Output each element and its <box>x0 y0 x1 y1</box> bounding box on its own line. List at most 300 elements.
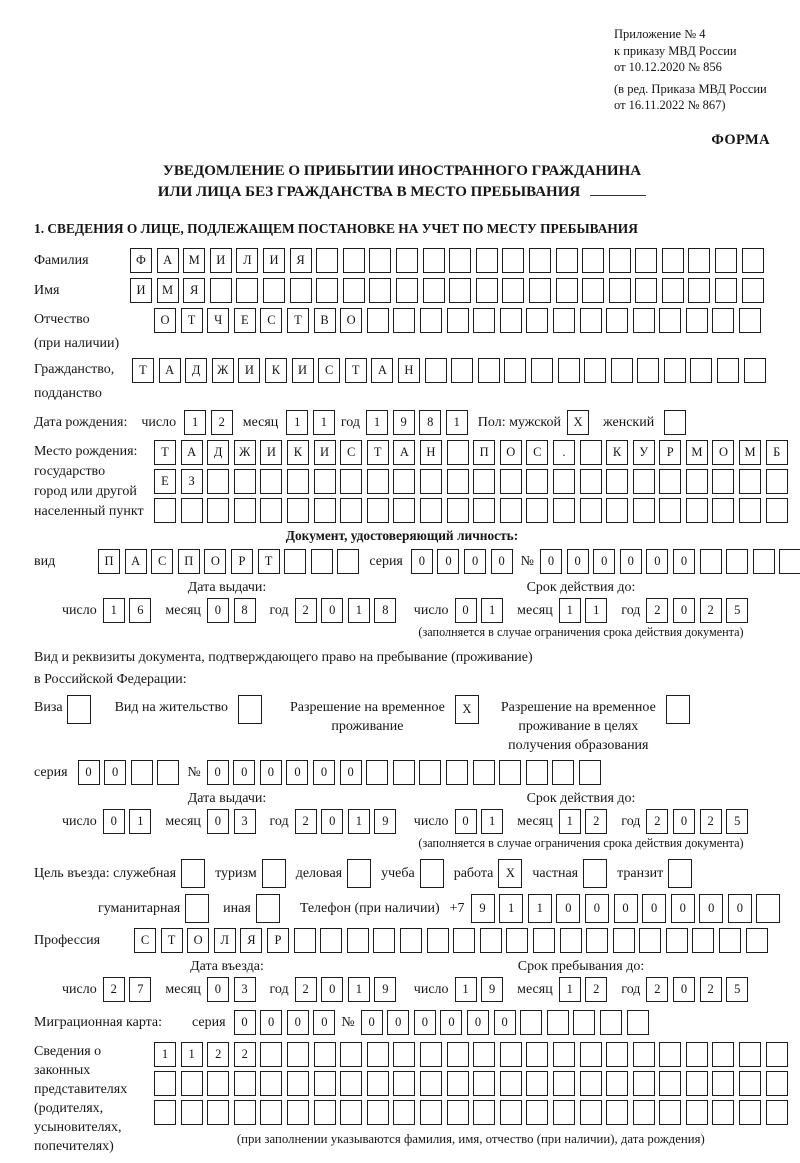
char-box[interactable] <box>742 278 764 303</box>
char-box[interactable] <box>742 248 764 273</box>
char-box[interactable]: 8 <box>419 410 441 435</box>
char-box[interactable] <box>502 278 524 303</box>
char-box[interactable] <box>314 498 336 523</box>
char-box[interactable]: 1 <box>528 894 552 923</box>
char-box[interactable]: 0 <box>387 1010 409 1035</box>
char-box[interactable] <box>712 1100 734 1125</box>
char-box[interactable]: И <box>292 358 314 383</box>
char-box[interactable] <box>478 358 500 383</box>
char-box[interactable]: Я <box>183 278 205 303</box>
char-box[interactable]: 2 <box>207 1042 229 1067</box>
char-box[interactable]: 1 <box>348 977 370 1002</box>
char-box[interactable] <box>744 358 766 383</box>
char-box[interactable] <box>181 1100 203 1125</box>
char-box[interactable] <box>500 1071 522 1096</box>
char-box[interactable] <box>779 549 800 574</box>
char-box[interactable]: 0 <box>455 598 477 623</box>
char-box[interactable] <box>393 760 415 785</box>
char-box[interactable] <box>739 1100 761 1125</box>
char-box[interactable] <box>287 498 309 523</box>
char-box[interactable]: К <box>606 440 628 465</box>
char-box[interactable] <box>712 1042 734 1067</box>
char-box[interactable]: О <box>204 549 226 574</box>
char-box[interactable] <box>473 498 495 523</box>
char-box[interactable] <box>473 308 495 333</box>
char-box[interactable] <box>582 248 604 273</box>
char-box[interactable] <box>739 498 761 523</box>
char-box[interactable]: 9 <box>471 894 495 923</box>
char-box[interactable]: 0 <box>321 598 343 623</box>
char-box[interactable] <box>207 469 229 494</box>
char-box[interactable] <box>447 308 469 333</box>
char-box[interactable]: 0 <box>593 549 615 574</box>
char-box[interactable] <box>662 278 684 303</box>
char-box[interactable] <box>340 469 362 494</box>
char-box[interactable]: 2 <box>295 809 317 834</box>
char-box[interactable] <box>423 248 445 273</box>
char-box[interactable]: 0 <box>234 1010 256 1035</box>
char-box[interactable] <box>311 549 333 574</box>
char-box[interactable]: 9 <box>393 410 415 435</box>
char-box[interactable] <box>207 1071 229 1096</box>
char-box[interactable] <box>287 469 309 494</box>
char-box[interactable] <box>580 1100 602 1125</box>
char-box[interactable] <box>659 1100 681 1125</box>
char-box[interactable] <box>154 1100 176 1125</box>
char-box[interactable] <box>500 1100 522 1125</box>
char-box[interactable] <box>320 928 342 953</box>
char-box[interactable] <box>712 308 734 333</box>
char-box[interactable]: П <box>178 549 200 574</box>
char-box[interactable] <box>500 1042 522 1067</box>
char-box[interactable] <box>400 928 422 953</box>
char-box[interactable]: Т <box>258 549 280 574</box>
char-box[interactable]: Т <box>287 308 309 333</box>
char-box[interactable] <box>314 1042 336 1067</box>
char-box[interactable]: 0 <box>620 549 642 574</box>
char-box[interactable] <box>609 278 631 303</box>
char-box[interactable] <box>290 278 312 303</box>
char-box[interactable] <box>294 928 316 953</box>
char-box[interactable] <box>556 248 578 273</box>
char-box[interactable]: Т <box>154 440 176 465</box>
char-box[interactable]: 0 <box>491 549 513 574</box>
char-box[interactable]: К <box>265 358 287 383</box>
char-box[interactable] <box>154 1071 176 1096</box>
char-box[interactable] <box>579 760 601 785</box>
char-box[interactable] <box>449 248 471 273</box>
char-box[interactable] <box>287 1071 309 1096</box>
char-box[interactable] <box>529 248 551 273</box>
char-box[interactable] <box>659 308 681 333</box>
char-box[interactable]: 2 <box>646 598 668 623</box>
char-box[interactable]: 2 <box>585 977 607 1002</box>
char-box[interactable]: М <box>157 278 179 303</box>
char-box[interactable] <box>476 248 498 273</box>
char-box[interactable]: И <box>263 248 285 273</box>
char-box[interactable]: 3 <box>234 977 256 1002</box>
char-box[interactable] <box>739 469 761 494</box>
char-box[interactable] <box>181 1071 203 1096</box>
char-box[interactable] <box>633 1100 655 1125</box>
char-box[interactable]: 1 <box>455 977 477 1002</box>
char-box[interactable]: Т <box>181 308 203 333</box>
char-box[interactable]: 1 <box>446 410 468 435</box>
char-box[interactable] <box>449 278 471 303</box>
char-box[interactable]: 0 <box>207 760 229 785</box>
char-box[interactable] <box>369 278 391 303</box>
char-box[interactable] <box>393 469 415 494</box>
char-box[interactable]: Л <box>214 928 236 953</box>
char-box[interactable] <box>420 1042 442 1067</box>
char-box[interactable] <box>157 760 179 785</box>
char-box[interactable]: О <box>500 440 522 465</box>
char-box[interactable] <box>583 859 607 888</box>
char-box[interactable] <box>393 498 415 523</box>
char-box[interactable]: 0 <box>78 760 100 785</box>
char-box[interactable] <box>500 498 522 523</box>
char-box[interactable] <box>580 469 602 494</box>
char-box[interactable] <box>393 1042 415 1067</box>
char-box[interactable] <box>573 1010 595 1035</box>
char-box[interactable] <box>340 1042 362 1067</box>
char-box[interactable] <box>419 760 441 785</box>
char-box[interactable] <box>447 440 469 465</box>
char-box[interactable]: Н <box>398 358 420 383</box>
char-box[interactable] <box>506 928 528 953</box>
char-box[interactable]: 0 <box>207 977 229 1002</box>
char-box[interactable]: 0 <box>673 598 695 623</box>
char-box[interactable] <box>686 308 708 333</box>
char-box[interactable]: 0 <box>642 894 666 923</box>
char-box[interactable] <box>181 859 205 888</box>
char-box[interactable] <box>427 928 449 953</box>
char-box[interactable]: 0 <box>414 1010 436 1035</box>
char-box[interactable]: А <box>125 549 147 574</box>
char-box[interactable]: 9 <box>374 809 396 834</box>
char-box[interactable]: 1 <box>184 410 206 435</box>
char-box[interactable] <box>553 308 575 333</box>
char-box[interactable] <box>606 498 628 523</box>
char-box[interactable]: И <box>130 278 152 303</box>
char-box[interactable]: О <box>154 308 176 333</box>
char-box[interactable] <box>639 928 661 953</box>
char-box[interactable] <box>447 1100 469 1125</box>
char-box[interactable]: X <box>567 410 589 435</box>
char-box[interactable]: П <box>473 440 495 465</box>
char-box[interactable] <box>367 469 389 494</box>
char-box[interactable]: 0 <box>699 894 723 923</box>
char-box[interactable]: 2 <box>295 977 317 1002</box>
char-box[interactable] <box>154 498 176 523</box>
char-box[interactable]: 0 <box>313 760 335 785</box>
char-box[interactable]: 0 <box>340 760 362 785</box>
char-box[interactable] <box>582 278 604 303</box>
char-box[interactable] <box>580 308 602 333</box>
char-box[interactable] <box>690 358 712 383</box>
char-box[interactable] <box>627 1010 649 1035</box>
char-box[interactable]: 0 <box>585 894 609 923</box>
char-box[interactable]: 2 <box>103 977 125 1002</box>
char-box[interactable] <box>766 1100 788 1125</box>
char-box[interactable]: 1 <box>348 809 370 834</box>
char-box[interactable] <box>664 358 686 383</box>
char-box[interactable]: Т <box>161 928 183 953</box>
char-box[interactable] <box>686 1071 708 1096</box>
char-box[interactable] <box>686 1100 708 1125</box>
char-box[interactable]: 1 <box>129 809 151 834</box>
char-box[interactable] <box>553 1042 575 1067</box>
char-box[interactable] <box>526 1071 548 1096</box>
char-box[interactable]: 1 <box>585 598 607 623</box>
char-box[interactable] <box>500 469 522 494</box>
char-box[interactable]: Р <box>231 549 253 574</box>
char-box[interactable] <box>635 248 657 273</box>
char-box[interactable] <box>526 760 548 785</box>
char-box[interactable] <box>347 859 371 888</box>
char-box[interactable] <box>547 1010 569 1035</box>
char-box[interactable]: О <box>340 308 362 333</box>
char-box[interactable] <box>633 498 655 523</box>
char-box[interactable] <box>766 469 788 494</box>
char-box[interactable]: С <box>134 928 156 953</box>
char-box[interactable] <box>692 928 714 953</box>
char-box[interactable]: . <box>553 440 575 465</box>
char-box[interactable] <box>606 1071 628 1096</box>
char-box[interactable] <box>688 278 710 303</box>
char-box[interactable] <box>367 1042 389 1067</box>
char-box[interactable]: Т <box>132 358 154 383</box>
char-box[interactable] <box>580 440 602 465</box>
char-box[interactable]: Ф <box>130 248 152 273</box>
char-box[interactable]: Ч <box>207 308 229 333</box>
char-box[interactable] <box>686 498 708 523</box>
char-box[interactable] <box>526 469 548 494</box>
char-box[interactable]: 0 <box>313 1010 335 1035</box>
char-box[interactable]: 0 <box>411 549 433 574</box>
char-box[interactable] <box>393 1100 415 1125</box>
char-box[interactable]: 3 <box>234 809 256 834</box>
char-box[interactable] <box>420 308 442 333</box>
char-box[interactable] <box>238 695 262 724</box>
char-box[interactable] <box>712 469 734 494</box>
char-box[interactable]: 2 <box>646 809 668 834</box>
char-box[interactable] <box>316 248 338 273</box>
char-box[interactable] <box>396 278 418 303</box>
char-box[interactable] <box>446 760 468 785</box>
char-box[interactable] <box>526 498 548 523</box>
char-box[interactable]: З <box>181 469 203 494</box>
char-box[interactable] <box>556 278 578 303</box>
char-box[interactable]: 0 <box>646 549 668 574</box>
char-box[interactable]: О <box>712 440 734 465</box>
char-box[interactable] <box>340 1100 362 1125</box>
char-box[interactable]: 2 <box>585 809 607 834</box>
char-box[interactable]: 0 <box>614 894 638 923</box>
char-box[interactable] <box>753 549 775 574</box>
char-box[interactable]: В <box>314 308 336 333</box>
char-box[interactable]: Я <box>290 248 312 273</box>
char-box[interactable] <box>425 358 447 383</box>
char-box[interactable]: 9 <box>374 977 396 1002</box>
char-box[interactable] <box>181 498 203 523</box>
char-box[interactable]: Н <box>420 440 442 465</box>
char-box[interactable]: А <box>157 248 179 273</box>
char-box[interactable]: X <box>455 695 479 724</box>
char-box[interactable] <box>207 1100 229 1125</box>
char-box[interactable] <box>715 248 737 273</box>
char-box[interactable] <box>633 469 655 494</box>
char-box[interactable]: 0 <box>440 1010 462 1035</box>
char-box[interactable]: 6 <box>129 598 151 623</box>
char-box[interactable] <box>552 760 574 785</box>
char-box[interactable] <box>580 1042 602 1067</box>
char-box[interactable] <box>633 308 655 333</box>
char-box[interactable] <box>500 308 522 333</box>
char-box[interactable] <box>260 1100 282 1125</box>
char-box[interactable] <box>662 248 684 273</box>
char-box[interactable] <box>739 1042 761 1067</box>
char-box[interactable]: 1 <box>154 1042 176 1067</box>
char-box[interactable]: X <box>498 859 522 888</box>
char-box[interactable] <box>499 760 521 785</box>
char-box[interactable] <box>447 498 469 523</box>
char-box[interactable] <box>256 894 280 923</box>
char-box[interactable]: 0 <box>207 809 229 834</box>
char-box[interactable] <box>316 278 338 303</box>
char-box[interactable] <box>606 1042 628 1067</box>
char-box[interactable] <box>664 410 686 435</box>
char-box[interactable] <box>726 549 748 574</box>
char-box[interactable]: И <box>210 248 232 273</box>
char-box[interactable] <box>423 278 445 303</box>
char-box[interactable] <box>260 498 282 523</box>
char-box[interactable]: 1 <box>348 598 370 623</box>
char-box[interactable]: 0 <box>567 549 589 574</box>
char-box[interactable]: Е <box>154 469 176 494</box>
char-box[interactable] <box>420 498 442 523</box>
char-box[interactable] <box>739 308 761 333</box>
char-box[interactable] <box>234 469 256 494</box>
char-box[interactable] <box>746 928 768 953</box>
char-box[interactable]: А <box>393 440 415 465</box>
char-box[interactable] <box>635 278 657 303</box>
char-box[interactable] <box>473 1042 495 1067</box>
char-box[interactable]: С <box>318 358 340 383</box>
char-box[interactable]: Д <box>185 358 207 383</box>
char-box[interactable]: Б <box>766 440 788 465</box>
char-box[interactable] <box>473 760 495 785</box>
char-box[interactable] <box>659 469 681 494</box>
char-box[interactable] <box>659 1071 681 1096</box>
char-box[interactable]: 0 <box>728 894 752 923</box>
char-box[interactable]: Е <box>234 308 256 333</box>
char-box[interactable] <box>314 1071 336 1096</box>
char-box[interactable] <box>369 248 391 273</box>
char-box[interactable]: 1 <box>481 809 503 834</box>
char-box[interactable]: 1 <box>366 410 388 435</box>
char-box[interactable]: М <box>686 440 708 465</box>
char-box[interactable] <box>700 549 722 574</box>
char-box[interactable] <box>553 1100 575 1125</box>
char-box[interactable] <box>520 1010 542 1035</box>
char-box[interactable]: П <box>98 549 120 574</box>
char-box[interactable]: 0 <box>287 1010 309 1035</box>
char-box[interactable] <box>580 498 602 523</box>
char-box[interactable] <box>262 859 286 888</box>
char-box[interactable] <box>367 308 389 333</box>
char-box[interactable] <box>715 278 737 303</box>
char-box[interactable] <box>659 1042 681 1067</box>
char-box[interactable]: 0 <box>464 549 486 574</box>
char-box[interactable] <box>234 1100 256 1125</box>
char-box[interactable]: 9 <box>481 977 503 1002</box>
char-box[interactable]: 1 <box>559 809 581 834</box>
char-box[interactable]: 8 <box>234 598 256 623</box>
char-box[interactable]: И <box>260 440 282 465</box>
char-box[interactable]: Р <box>267 928 289 953</box>
char-box[interactable] <box>234 498 256 523</box>
char-box[interactable] <box>633 1042 655 1067</box>
char-box[interactable]: 2 <box>700 977 722 1002</box>
char-box[interactable] <box>131 760 153 785</box>
char-box[interactable] <box>526 1042 548 1067</box>
char-box[interactable]: 1 <box>286 410 308 435</box>
char-box[interactable] <box>712 1071 734 1096</box>
char-box[interactable] <box>633 1071 655 1096</box>
char-box[interactable] <box>284 549 306 574</box>
char-box[interactable] <box>314 469 336 494</box>
char-box[interactable] <box>343 278 365 303</box>
char-box[interactable]: 0 <box>104 760 126 785</box>
char-box[interactable]: 0 <box>494 1010 516 1035</box>
char-box[interactable]: А <box>181 440 203 465</box>
char-box[interactable] <box>553 1071 575 1096</box>
char-box[interactable] <box>637 358 659 383</box>
char-box[interactable] <box>236 278 258 303</box>
char-box[interactable]: 2 <box>700 809 722 834</box>
char-box[interactable] <box>367 1071 389 1096</box>
char-box[interactable]: 0 <box>540 549 562 574</box>
char-box[interactable] <box>686 469 708 494</box>
char-box[interactable] <box>613 928 635 953</box>
char-box[interactable] <box>668 859 692 888</box>
char-box[interactable] <box>609 248 631 273</box>
char-box[interactable]: 0 <box>673 977 695 1002</box>
char-box[interactable] <box>287 1042 309 1067</box>
char-box[interactable] <box>580 1071 602 1096</box>
char-box[interactable]: 1 <box>499 894 523 923</box>
char-box[interactable] <box>533 928 555 953</box>
char-box[interactable]: О <box>187 928 209 953</box>
char-box[interactable]: 0 <box>103 809 125 834</box>
char-box[interactable]: 1 <box>103 598 125 623</box>
char-box[interactable]: 8 <box>374 598 396 623</box>
char-box[interactable] <box>717 358 739 383</box>
char-box[interactable] <box>502 248 524 273</box>
char-box[interactable]: 1 <box>481 598 503 623</box>
char-box[interactable]: А <box>159 358 181 383</box>
char-box[interactable]: 0 <box>321 977 343 1002</box>
char-box[interactable]: 0 <box>361 1010 383 1035</box>
char-box[interactable] <box>766 1071 788 1096</box>
char-box[interactable]: 5 <box>726 977 748 1002</box>
char-box[interactable]: М <box>739 440 761 465</box>
char-box[interactable]: 2 <box>646 977 668 1002</box>
char-box[interactable] <box>396 248 418 273</box>
char-box[interactable] <box>210 278 232 303</box>
char-box[interactable]: 1 <box>313 410 335 435</box>
